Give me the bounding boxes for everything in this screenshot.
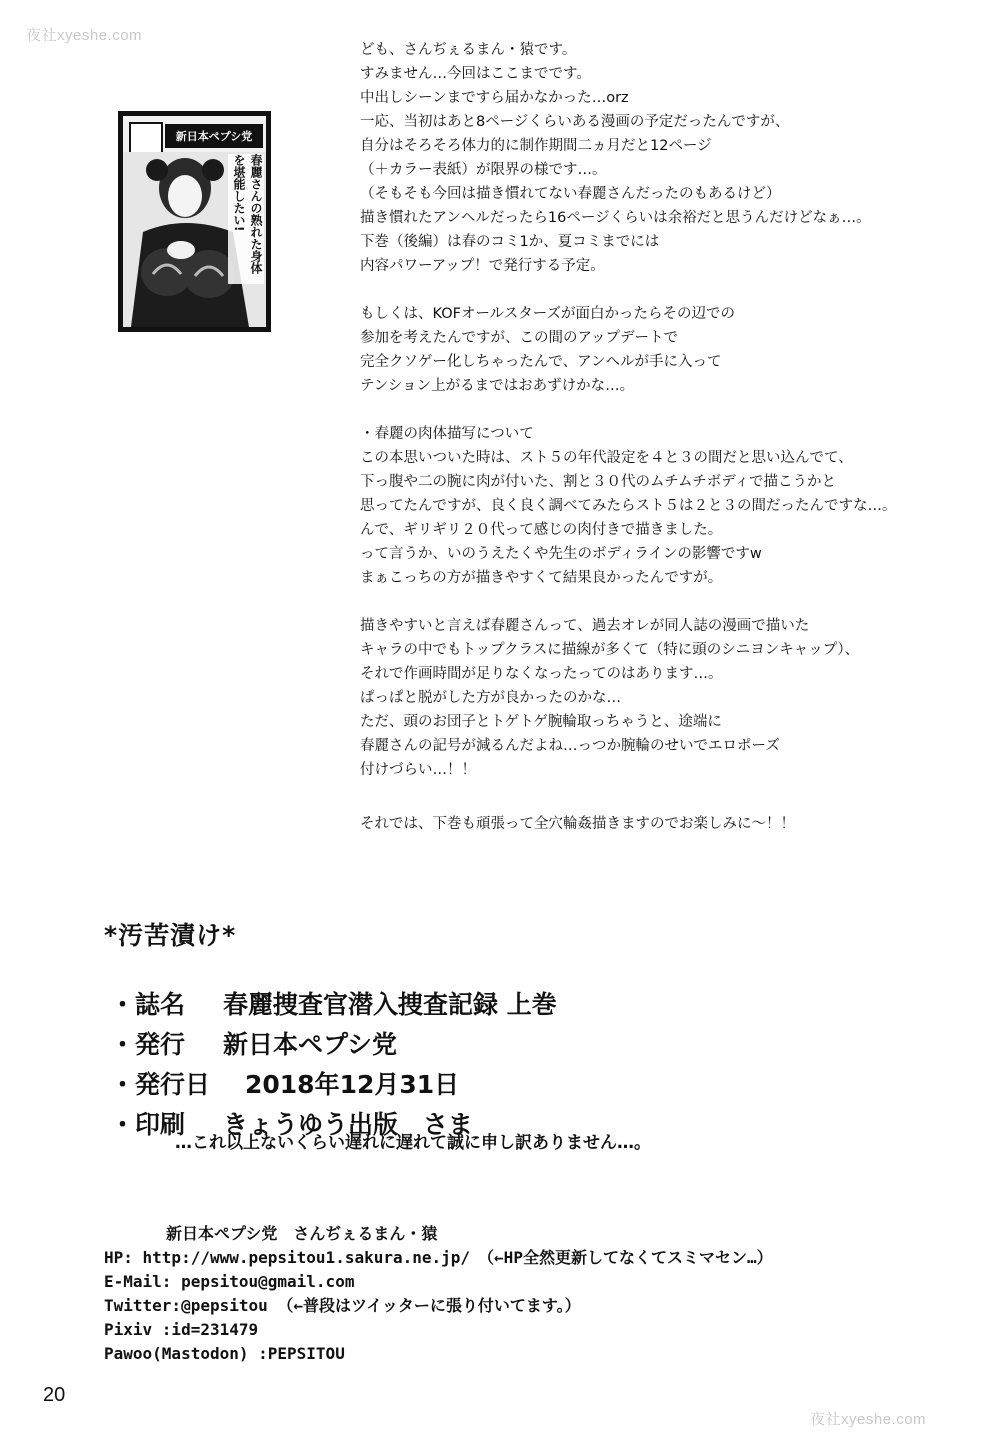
afterword-line: 思ってたんですが、良く良く調べてみたらスト５は２と３の間だったんですな…。 xyxy=(360,498,897,514)
afterword-line: んで、ギリギリ２０代って感じの肉付きで描きました。 xyxy=(360,522,723,538)
afterword-line: 参加を考えたんですが、この間のアップデートで xyxy=(360,330,678,346)
afterword xyxy=(360,38,980,836)
colophon-value: 春麗捜査官潜入捜査記録 上巻 xyxy=(223,990,557,1019)
contact-info xyxy=(104,1222,773,1366)
contact-pixiv: Pixiv :id=231479 xyxy=(104,1320,259,1339)
thumbnail-circle-name: 新日本ペプシ党 xyxy=(165,124,263,148)
contact-signature: 新日本ペプシ党 さんぢぇるまん・猿 xyxy=(166,1224,438,1243)
afterword-line: テンション上がるまではおあずけかな…。 xyxy=(360,378,635,394)
afterword-line: 描きやすいと言えば春麗さんって、過去オレが同人誌の漫画で描いた xyxy=(360,618,810,634)
afterword-line: 描き慣れたアンヘルだったら16ページくらいは余裕だと思うんだけどなぁ…。 xyxy=(360,210,871,226)
circle-logo xyxy=(129,122,163,154)
afterword-line: 下っ腹や二の腕に肉が付いた、割と３０代のムチムチボディで描こうかと xyxy=(360,474,837,490)
afterword-line: （＋カラー表紙）が限界の様です…。 xyxy=(360,162,607,178)
afterword-line: それで作画時間が足りなくなったってのはあります…。 xyxy=(360,666,723,682)
colophon-value: 新日本ペプシ党 xyxy=(223,1030,398,1059)
afterword-line: まぁこっちの方が描きやすくて結果良かったんですが。 xyxy=(360,570,723,586)
colophon-row xyxy=(110,985,557,1025)
afterword-line: ・春麗の肉体描写について xyxy=(360,426,534,442)
contact-hp: HP: http://www.pepsitou1.sakura.ne.jp/ （←HP全然更新してなくてスミマセン…） xyxy=(104,1248,773,1267)
contact-email: E-Mail: pepsitou@gmail.com xyxy=(104,1272,355,1291)
afterword-line: 春麗さんの記号が減るんだよね…っつか腕輪のせいでエロポーズ xyxy=(360,738,780,754)
colophon xyxy=(110,985,557,1145)
afterword-closing: それでは、下巻も頑張って全穴輪姦描きますのでお楽しみに～！！ xyxy=(360,816,795,832)
contact-twitter: Twitter:@pepsitou （←普段はツイッターに張り付いてます。） xyxy=(104,1296,581,1315)
colophon-row xyxy=(110,1065,557,1105)
afterword-line: （そもそも今回は描き慣れてない春麗さんだったのもあるけど） xyxy=(360,186,781,202)
thumbnail-vertical-text: 春麗さんの熟れた身体を堪能したい! xyxy=(228,154,264,284)
cover-thumbnail xyxy=(118,111,271,332)
colophon-title: *汚苦漬け* xyxy=(104,921,237,950)
colophon-key: ・発行日 xyxy=(110,1070,211,1099)
afterword-line: すみません…今回はここまでです。 xyxy=(360,66,591,82)
page-number: 20 xyxy=(43,1384,66,1406)
colophon-key: ・発行 xyxy=(110,1030,186,1059)
afterword-line: この本思いついた時は、スト５の年代設定を４と３の間だと思い込んでて、 xyxy=(360,450,853,466)
watermark-top: 夜社xyeshe.com xyxy=(26,27,143,44)
colophon-value: きょうゆう出版 さま xyxy=(223,1110,474,1139)
afterword-line: キャラの中でもトップクラスに描線が多くて（特に頭のシニヨンキャップ）、 xyxy=(360,642,860,658)
afterword-line: 内容パワーアップ！で発行する予定。 xyxy=(360,258,605,274)
colophon-apology: …これ以上ないくらい遅れに遅れて誠に申し訳ありません…。 xyxy=(175,1133,651,1153)
afterword-line: ども、さんぢぇるまん・猿です。 xyxy=(360,42,577,58)
afterword-line: 自分はそろそろ体力的に制作期間二ヵ月だと12ページ xyxy=(360,138,712,154)
afterword-line: もしくは、KOFオールスターズが面白かったらその辺での xyxy=(360,306,736,322)
afterword-line: 一応、当初はあと8ページくらいある漫画の予定だったんですが、 xyxy=(360,114,790,130)
afterword-line: って言うか、いのうえたくや先生のボディラインの影響ですw xyxy=(360,546,762,562)
afterword-line: 中出しシーンまですら届かなかった…orz xyxy=(360,90,629,106)
afterword-line: 完全クソゲー化しちゃったんで、アンヘルが手に入って xyxy=(360,354,722,370)
colophon-key: ・印刷 xyxy=(110,1110,186,1139)
colophon-key: ・誌名 xyxy=(110,990,186,1019)
colophon-row xyxy=(110,1025,557,1065)
colophon-value: 2018年12月31日 xyxy=(245,1070,460,1099)
afterword-line: 下巻（後編）は春のコミ1か、夏コミまでには xyxy=(360,234,660,250)
contact-pawoo: Pawoo(Mastodon) :PEPSITOU xyxy=(104,1344,345,1363)
afterword-line: 付けづらい…！！ xyxy=(360,762,476,778)
watermark-bottom: 夜社xyeshe.com xyxy=(810,1411,927,1428)
afterword-line: ただ、頭のお団子とトゲトゲ腕輪取っちゃうと、途端に xyxy=(360,714,722,730)
afterword-line: ぱっぱと脱がした方が良かったのかな… xyxy=(360,690,621,706)
